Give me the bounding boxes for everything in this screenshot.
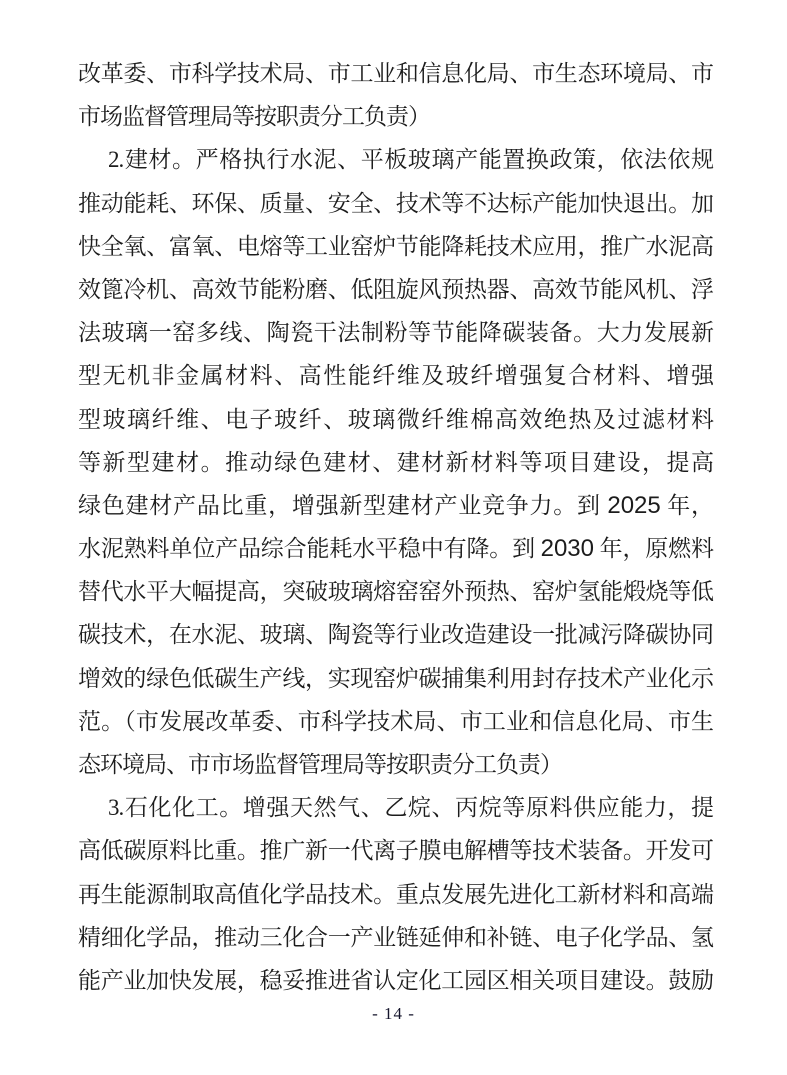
text-line: 3.石化化工。增强天然气、乙烷、丙烷等原料供应能力，提	[108, 795, 713, 821]
year-figure: 2030	[540, 535, 594, 563]
text-line: 型无机非金属材料、高性能纤维及玻纤增强复合材料、增强	[78, 363, 713, 389]
text-line: 型玻璃纤维、电子玻纤、玻璃微纤维棉高效绝热及过滤材料	[78, 406, 713, 432]
text-line: 快全氧、富氧、电熔等工业窑炉节能降耗技术应用，推广水泥高	[78, 233, 713, 259]
text-line: 态环境局、市市场监督管理局等按职责分工负责）	[78, 752, 562, 777]
text-line: 再生能源制取高值化学品技术。重点发展先进化工新材料和高端	[78, 881, 713, 907]
text-line: 能产业加快发展，稳妥推进省认定化工园区相关项目建设。鼓励	[78, 967, 713, 993]
text-line: 范。（市发展改革委、市科学技术局、市工业和信息化局、市生	[78, 708, 713, 734]
text-line: 效篦冷机、高效节能粉磨、低阻旋风预热器、高效节能风机、浮	[78, 276, 713, 302]
page-footer	[0, 1004, 787, 1024]
text-line: 法玻璃一窑多线、陶瓷干法制粉等节能降碳装备。大力发展新	[78, 320, 713, 346]
text-line: 高低碳原料比重。推广新一代离子膜电解槽等技术装备。开发可	[78, 838, 713, 864]
page-number: - 14 -	[372, 1004, 415, 1023]
text-line: 绿色建材产品比重，增强新型建材产业竞争力。到 2025 年，	[78, 491, 714, 519]
text-line: 增效的绿色低碳生产线，实现窑炉碳捕集利用封存技术产业化示	[78, 665, 713, 691]
year-figure: 2025	[607, 491, 661, 519]
text-line: 水泥熟料单位产品综合能耗水平稳中有降。到 2030 年，原燃料	[78, 535, 714, 563]
text-line: 改革委、市科学技术局、市工业和信息化局、市生态环境局、市	[78, 61, 713, 86]
text-line: 2.建材。严格执行水泥、平板玻璃产能置换政策，依法依规	[108, 147, 713, 173]
text-line: 市场监督管理局等按职责分工负责）	[78, 104, 430, 130]
text-line: 等新型建材。推动绿色建材、建材新材料等项目建设，提高	[78, 449, 713, 475]
text-line: 碳技术，在水泥、玻璃、陶瓷等行业改造建设一批减污降碳协同	[78, 622, 713, 648]
text-line: 推动能耗、环保、质量、安全、技术等不达标产能加快退出。加	[78, 190, 713, 216]
document-body	[78, 52, 713, 1002]
text-line: 替代水平大幅提高，突破玻璃熔窑窑外预热、窑炉氢能煅烧等低	[78, 579, 713, 605]
text-line: 精细化学品，推动三化合一产业链延伸和补链、电子化学品、氢	[78, 924, 713, 950]
